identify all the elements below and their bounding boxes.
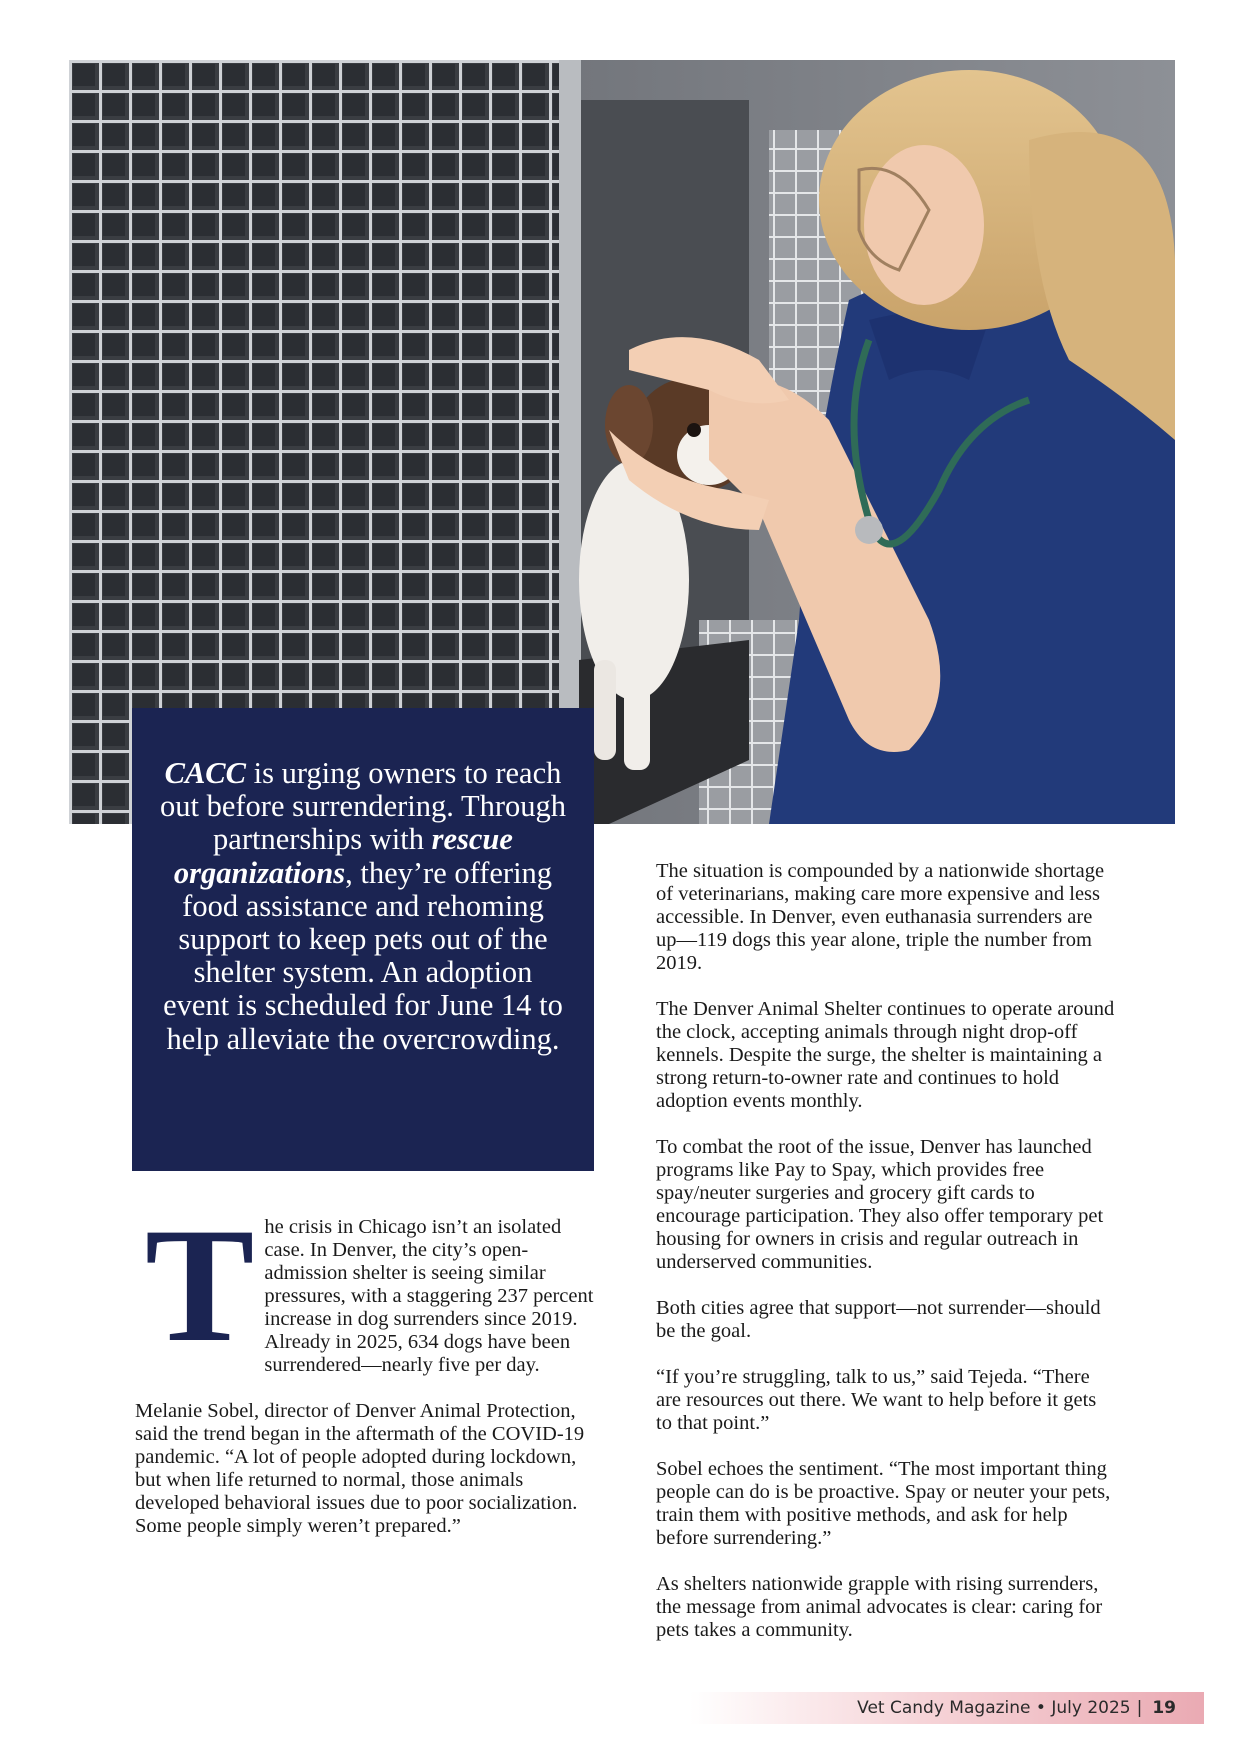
- pull-quote-box: [132, 708, 594, 1171]
- right-paragraph-7: As shelters nationwide grapple with rising surrenders, the message from animal advocates is clear: caring for pets takes a community.: [656, 1573, 1103, 1641]
- drop-cap: T: [145, 1195, 255, 1376]
- left-paragraph-2: Melanie Sobel, director of Denver Animal Protection, said the trend began in the aftermath of the COVID-19 pandemic. “A lot of people adopted during lockdown, but when life returned to normal, those animals developed behavioral issues due to poor socialization. Some people simply weren’t prepared.”: [135, 1400, 585, 1537]
- footer-publication: Vet Candy Magazine: [857, 1698, 1031, 1718]
- pull-quote-lead: CACC: [164, 756, 246, 790]
- right-paragraph-2: The Denver Animal Shelter continues to operate around the clock, accepting animals through night drop-off kennels. Despite the surge, the shelter is maintaining a strong return-to-owner rate and continues to hold adoption events monthly.: [656, 998, 1115, 1112]
- right-column: [656, 860, 1116, 1665]
- pull-quote-text-1: is urging owners to reach out before surrendering. Through partnerships with: [160, 756, 566, 857]
- right-paragraph-5: “If you’re struggling, talk to us,” said Tejeda. “There are resources out there. We want to help before it gets to that point.”: [656, 1366, 1097, 1434]
- footer-dot: •: [1035, 1698, 1046, 1718]
- page-footer: [690, 1692, 1204, 1724]
- left-column: [135, 1195, 605, 1561]
- right-paragraph-4: Both cities agree that support—not surrender—should be the goal.: [656, 1297, 1101, 1342]
- page-number: 19: [1152, 1698, 1176, 1718]
- right-paragraph-1: The situation is compounded by a nationwide shortage of veterinarians, making care more expensive and less accessible. In Denver, even euthanasia surrenders are up—119 dogs this year alone, triple the number from 2019.: [656, 860, 1105, 974]
- pull-quote-highlight: rescue organizations: [173, 822, 513, 890]
- left-paragraph-1-text: he crisis in Chicago isn’t an isolated case. In Denver, the city’s open-admission shelter is seeing similar pressures, with a staggering 237 percent increase in dog surrenders since 2019. Already in 2025, 634 dogs have been surrendered—nearly five per day.: [264, 1216, 594, 1376]
- left-paragraph-1: [135, 1195, 605, 1377]
- pull-quote-text-2: , they’re offering food assistance and rehoming support to keep pets out of the shelter system. An adoption event is scheduled for June 14 to help alleviate the overcrowding.: [163, 855, 563, 1056]
- right-paragraph-3: To combat the root of the issue, Denver has launched programs like Pay to Spay, which provides free spay/neuter surgeries and grocery gift cards to encourage participation. They also offer temporary pet housing for owners in crisis and regular outreach in underserved communities.: [656, 1136, 1104, 1273]
- footer-issue: July 2025: [1051, 1698, 1131, 1718]
- footer-separator: |: [1136, 1698, 1143, 1718]
- right-paragraph-6: Sobel echoes the sentiment. “The most important thing people can do is be proactive. Spay or neuter your pets, train them with positive methods, and ask for help before surrendering.”: [656, 1458, 1111, 1549]
